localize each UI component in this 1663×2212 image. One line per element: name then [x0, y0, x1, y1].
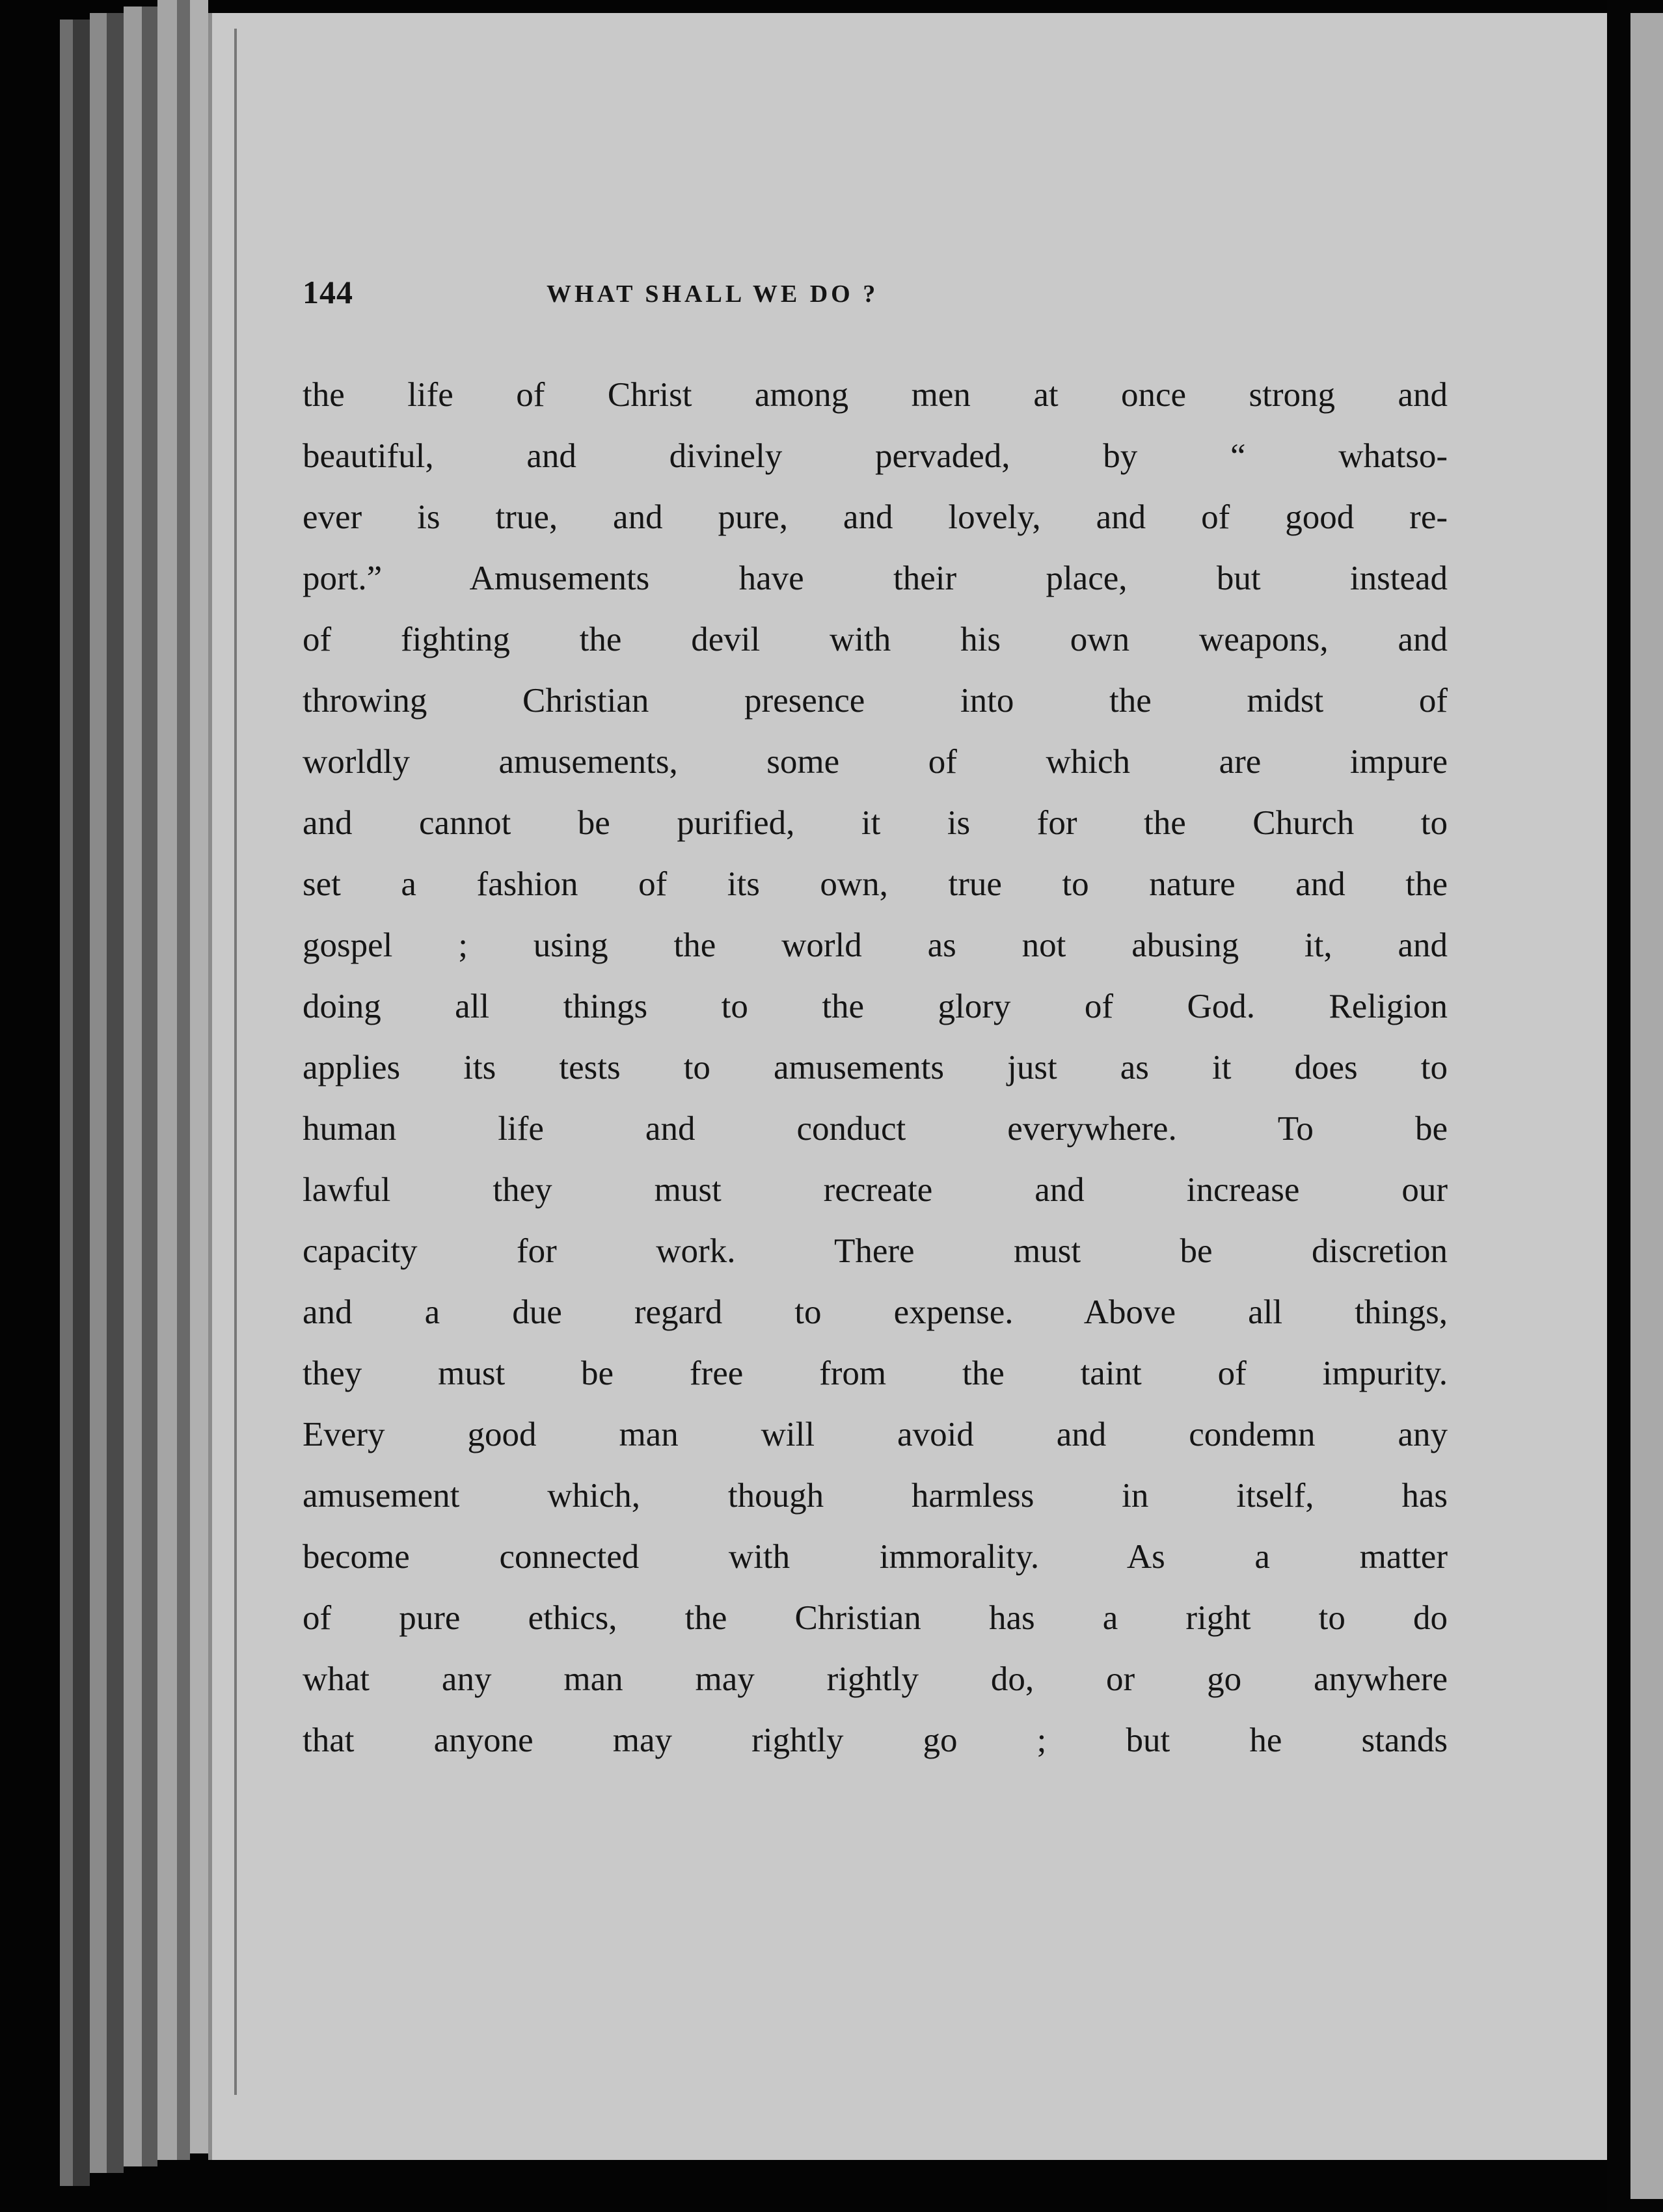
text-line: that anyone may rightly go ; but he stands: [303, 1721, 1448, 1759]
text-line: set a fashion of its own, true to nature and the: [303, 865, 1448, 903]
page-edge: [142, 7, 157, 2166]
page-edge: [60, 20, 73, 2186]
body-text: [303, 364, 1448, 1771]
text-line: applies its tests to amusements just as it does to: [303, 1049, 1448, 1086]
facing-page-edge: [1630, 13, 1663, 2199]
text-line: of pure ethics, the Christian has a right to do: [303, 1599, 1448, 1637]
text-line: amusement which, though harmless in itself, has: [303, 1477, 1448, 1515]
text-line: beautiful, and divinely pervaded, by “ whatso-: [303, 437, 1448, 475]
text-line: human life and conduct everywhere. To be: [303, 1110, 1448, 1148]
running-head: [303, 273, 1448, 319]
text-line: they must be free from the taint of impurity.: [303, 1355, 1448, 1392]
text-line: lawful they must recreate and increase our: [303, 1171, 1448, 1209]
text-line: capacity for work. There must be discretion: [303, 1232, 1448, 1270]
page-inner-edge: [234, 29, 237, 2095]
text-line: doing all things to the glory of God. Religion: [303, 988, 1448, 1025]
page-edge: [107, 13, 124, 2173]
text-line: become connected with immorality. As a matter: [303, 1538, 1448, 1576]
text-line: the life of Christ among men at once strong and: [303, 376, 1448, 414]
text-line: Every good man will avoid and condemn any: [303, 1416, 1448, 1453]
page-edge: [90, 13, 107, 2173]
text-line: port.” Amusements have their place, but instead: [303, 560, 1448, 597]
facing-page: [1607, 0, 1663, 2212]
text-line: gospel ; using the world as not abusing it, and: [303, 926, 1448, 964]
page-edge: [73, 20, 90, 2186]
text-line: ever is true, and pure, and lovely, and of good re-: [303, 498, 1448, 536]
text-line: worldly amusements, some of which are impure: [303, 743, 1448, 781]
page-edge: [157, 0, 177, 2160]
running-title: WHAT SHALL WE DO ?: [547, 280, 879, 308]
page-edge: [190, 0, 208, 2153]
text-line: and cannot be purified, it is for the Church to: [303, 804, 1448, 842]
text-line: and a due regard to expense. Above all things,: [303, 1293, 1448, 1331]
text-line: what any man may rightly do, or go anywhere: [303, 1660, 1448, 1698]
page-number: 144: [303, 274, 353, 310]
page-edge: [177, 0, 190, 2160]
text-line: throwing Christian presence into the midst of: [303, 682, 1448, 720]
text-line: of fighting the devil with his own weapons, and: [303, 621, 1448, 658]
page-edge: [124, 7, 142, 2166]
